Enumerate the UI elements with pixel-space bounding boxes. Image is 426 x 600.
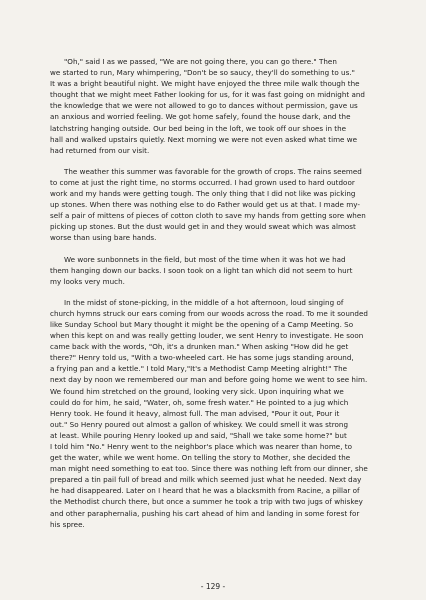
text-line: Henry took. He found it heavy, almost full. The man advised, "Pour it out, Pour it	[50, 408, 340, 418]
paragraph	[50, 166, 396, 244]
text-line: he had disappeared. Later on I heard that he was a blacksmith from Racine, a pillar of	[50, 486, 360, 496]
text-line: work and my hands were getting tough. The only thing that I did not like was picking	[50, 189, 356, 199]
text-line: church hymns struck our ears coming from our woods across the road. To me it sounded	[50, 308, 368, 318]
paragraph	[50, 56, 396, 156]
text-line: a frying pan and a kettle." I told Mary,"It's a Methodist Camp Meeting alright!" The	[50, 364, 348, 374]
text-line: self a pair of mittens of pieces of cotton cloth to save my hands from getting sore when	[50, 211, 366, 221]
text-line: the Methodist church there, but once a summer he took a trip with two jugs of whiskey	[50, 497, 363, 507]
page-number: - 129 -	[200, 582, 226, 591]
text-line: prepared a tin pail full of bread and milk which seemed just what he needed. Next day	[50, 475, 362, 485]
text-line: The weather this summer was favorable for the growth of crops. The rains seemed	[64, 166, 362, 176]
text-line: out." So Henry poured out almost a gallon of whiskey. We could smell it was strong	[50, 419, 349, 429]
text-line: the knowledge that we were not allowed to go to dances without permission, gave us	[50, 101, 358, 111]
text-line: came back with the words, "Oh, it's a drunken man." When asking "How did he get	[50, 342, 349, 352]
text-line: picking up stones. But the dust would get in and they would sweat which was almost	[50, 222, 356, 232]
text-line: We wore sunbonnets in the field, but most of the time when it was hot we had	[64, 254, 346, 264]
text-line: latchstring hanging outside. Our bed being in the loft, we took off our shoes in the	[50, 123, 347, 133]
text-line: his spree.	[50, 519, 85, 529]
text-line: "Oh," said I as we passed, "We are not going there, you can go there." Then	[64, 57, 337, 66]
text-line: had returned from our visit.	[50, 145, 150, 155]
paragraph	[50, 297, 396, 530]
text-line: up stones. When there was nothing else to do Father would get us at that. I made my-	[50, 200, 360, 210]
text-line: thought that we might meet Father looking for us, for it was fast going on midnight and	[50, 90, 365, 100]
text-line: at least. While pouring Henry looked up and said, "Shall we take some home?" but	[50, 430, 347, 440]
text-line: when this kept on and was really getting louder, we sent Henry to investigate. He soon	[50, 331, 364, 341]
text-line: I told him "No." Henry went to the neighbor's place which was nearer than home, to	[50, 442, 353, 451]
text-line: hall and walked upstairs quietly. Next morning we were not even asked what time we	[50, 134, 358, 144]
text-line: In the midst of stone-picking, in the middle of a hot afternoon, loud singing of	[64, 297, 344, 307]
text-line: It was a bright beautiful night. We might have enjoyed the three mile walk though the	[50, 79, 360, 89]
text-line: them hanging down our backs. I soon took on a light tan which did not seem to hurt	[50, 265, 353, 275]
text-line: worse than using bare hands.	[50, 233, 157, 243]
paragraph	[50, 254, 396, 287]
text-line: there?" Henry told us, "With a two-wheeled cart. He has some jugs standing around,	[50, 353, 354, 363]
body-text	[50, 56, 396, 530]
text-line: could do for him, he said, "Water, oh, some fresh water." He pointed to a jug which	[50, 397, 349, 407]
text-line: we started to run, Mary whimpering, "Don't be so saucy, they'll do something to us."	[50, 68, 355, 78]
text-line: and other paraphernalia, pushing his cart ahead of him and landing in some forest for	[50, 508, 360, 518]
text-line: to come at just the right time, no storms occurred. I had grown used to hard outdoor	[50, 177, 355, 187]
text-line: my looks very much.	[50, 276, 125, 286]
text-line: We found him stretched on the ground, looking very sick. Upon inquiring what we	[50, 386, 344, 396]
text-line: man might need something to eat too. Since there was nothing left from our dinner, she	[50, 464, 368, 474]
text-line: get the water, while we went home. On telling the story to Mother, she decided the	[50, 453, 351, 463]
text-line: like Sunday School but Mary thought it might be the opening of a Camp Meeting. So	[50, 319, 354, 329]
text-line: next day by noon we remembered our man and before going home we went to see him.	[50, 375, 368, 385]
text-line: an anxious and worried feeling. We got home safely, found the house dark, and the	[50, 112, 351, 122]
